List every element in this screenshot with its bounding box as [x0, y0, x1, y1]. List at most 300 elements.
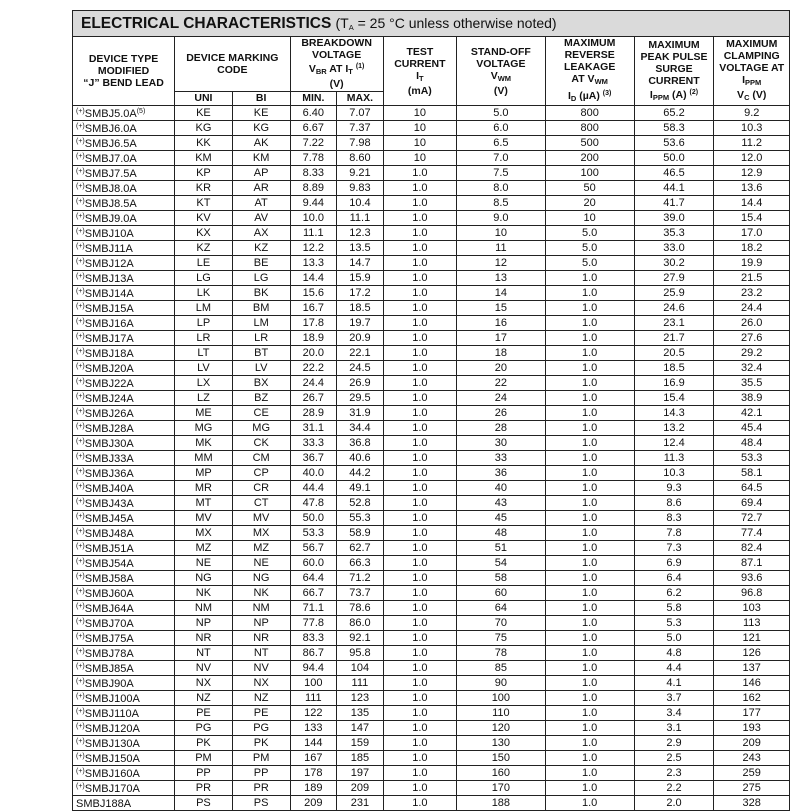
cell-device-type	[73, 736, 175, 751]
cell-vbr-max: 159	[337, 736, 384, 751]
header-max: MAX.	[337, 91, 384, 105]
device-prefix-note: (+)	[76, 168, 85, 175]
table-row	[73, 121, 790, 136]
device-prefix-note: (+)	[76, 273, 85, 280]
cell-bi-code: PE	[232, 706, 290, 721]
device-prefix-note: (+)	[76, 543, 85, 550]
table-row	[73, 541, 790, 556]
cell-reverse-leakage: 1.0	[545, 301, 634, 316]
device-name: SMBJ60A	[84, 588, 134, 600]
table-row	[73, 586, 790, 601]
cell-uni-code: PS	[175, 796, 233, 811]
cell-vbr-min: 17.8	[290, 316, 337, 331]
cell-peak-pulse-current: 8.3	[634, 511, 714, 526]
cell-clamping-voltage: 209	[714, 736, 790, 751]
cell-uni-code: LZ	[175, 391, 233, 406]
cell-test-current: 1.0	[383, 346, 456, 361]
device-prefix-note: (+)	[76, 588, 85, 595]
cell-reverse-leakage: 5.0	[545, 226, 634, 241]
cell-device-type	[73, 151, 175, 166]
cell-reverse-leakage: 10	[545, 211, 634, 226]
cell-reverse-leakage: 1.0	[545, 796, 634, 811]
cell-clamping-voltage: 58.1	[714, 466, 790, 481]
device-name: SMBJ78A	[84, 648, 134, 660]
table-row	[73, 526, 790, 541]
cell-clamping-voltage: 93.6	[714, 571, 790, 586]
device-name: SMBJ30A	[84, 438, 134, 450]
cell-vbr-max: 209	[337, 781, 384, 796]
cell-vbr-max: 71.2	[337, 571, 384, 586]
cell-test-current: 1.0	[383, 691, 456, 706]
cell-clamping-voltage: 96.8	[714, 586, 790, 601]
cell-vbr-max: 9.83	[337, 181, 384, 196]
cell-vbr-min: 44.4	[290, 481, 337, 496]
device-name: SMBJ8.5A	[84, 198, 137, 210]
device-name: SMBJ58A	[84, 573, 134, 585]
cell-vbr-min: 56.7	[290, 541, 337, 556]
cell-reverse-leakage: 1.0	[545, 706, 634, 721]
cell-uni-code: MG	[175, 421, 233, 436]
cell-test-current: 1.0	[383, 781, 456, 796]
cell-peak-pulse-current: 2.9	[634, 736, 714, 751]
device-prefix-note: (+)	[76, 378, 85, 385]
device-prefix-note: (+)	[76, 408, 85, 415]
cell-device-type	[73, 646, 175, 661]
cell-peak-pulse-current: 16.9	[634, 376, 714, 391]
cell-test-current: 1.0	[383, 616, 456, 631]
cell-device-type	[73, 496, 175, 511]
cell-peak-pulse-current: 5.8	[634, 601, 714, 616]
cell-bi-code: CR	[232, 481, 290, 496]
table-row	[73, 286, 790, 301]
cell-uni-code: NK	[175, 586, 233, 601]
cell-device-type	[73, 661, 175, 676]
cell-uni-code: NR	[175, 631, 233, 646]
cell-peak-pulse-current: 33.0	[634, 241, 714, 256]
cell-reverse-leakage: 50	[545, 181, 634, 196]
cell-peak-pulse-current: 6.9	[634, 556, 714, 571]
cell-device-type	[73, 631, 175, 646]
device-prefix-note: (+)	[76, 243, 85, 250]
cell-uni-code: LM	[175, 301, 233, 316]
cell-vbr-max: 73.7	[337, 586, 384, 601]
cell-test-current: 1.0	[383, 511, 456, 526]
cell-bi-code: PG	[232, 721, 290, 736]
cell-standoff-voltage: 20	[456, 361, 545, 376]
cell-standoff-voltage: 150	[456, 751, 545, 766]
cell-clamping-voltage: 26.0	[714, 316, 790, 331]
cell-vbr-max: 18.5	[337, 301, 384, 316]
electrical-characteristics-section	[72, 10, 790, 811]
cell-peak-pulse-current: 25.9	[634, 286, 714, 301]
cell-bi-code: CE	[232, 406, 290, 421]
cell-bi-code: AP	[232, 166, 290, 181]
cell-peak-pulse-current: 4.8	[634, 646, 714, 661]
header-bi: BI	[232, 91, 290, 105]
cell-vbr-min: 7.22	[290, 136, 337, 151]
cell-uni-code: MP	[175, 466, 233, 481]
cell-vbr-max: 12.3	[337, 226, 384, 241]
cell-test-current: 1.0	[383, 646, 456, 661]
cell-clamping-voltage: 177	[714, 706, 790, 721]
cell-standoff-voltage: 22	[456, 376, 545, 391]
cell-device-type	[73, 106, 175, 121]
table-row	[73, 646, 790, 661]
cell-reverse-leakage: 1.0	[545, 721, 634, 736]
cell-device-type	[73, 211, 175, 226]
cell-peak-pulse-current: 27.9	[634, 271, 714, 286]
cell-clamping-voltage: 275	[714, 781, 790, 796]
cell-vbr-min: 53.3	[290, 526, 337, 541]
cell-clamping-voltage: 113	[714, 616, 790, 631]
cell-device-type	[73, 481, 175, 496]
table-row	[73, 616, 790, 631]
cell-peak-pulse-current: 2.5	[634, 751, 714, 766]
table-row	[73, 151, 790, 166]
cell-clamping-voltage: 24.4	[714, 301, 790, 316]
device-prefix-note: (+)	[76, 438, 85, 445]
cell-vbr-max: 22.1	[337, 346, 384, 361]
condition-rest: = 25 °C unless otherwise noted)	[353, 15, 557, 31]
cell-vbr-max: 7.07	[337, 106, 384, 121]
cell-clamping-voltage: 17.0	[714, 226, 790, 241]
cell-bi-code: NP	[232, 616, 290, 631]
header-marking-code: DEVICE MARKING CODE	[175, 37, 290, 92]
cell-device-type	[73, 121, 175, 136]
cell-standoff-voltage: 130	[456, 736, 545, 751]
cell-test-current: 1.0	[383, 601, 456, 616]
cell-bi-code: LG	[232, 271, 290, 286]
cell-uni-code: KT	[175, 196, 233, 211]
cell-bi-code: AR	[232, 181, 290, 196]
table-row	[73, 256, 790, 271]
cell-vbr-max: 9.21	[337, 166, 384, 181]
cell-reverse-leakage: 1.0	[545, 586, 634, 601]
cell-standoff-voltage: 188	[456, 796, 545, 811]
cell-bi-code: PK	[232, 736, 290, 751]
device-name: SMBJ85A	[84, 663, 134, 675]
device-name: SMBJ18A	[84, 348, 134, 360]
cell-peak-pulse-current: 50.0	[634, 151, 714, 166]
cell-vbr-min: 209	[290, 796, 337, 811]
cell-reverse-leakage: 1.0	[545, 676, 634, 691]
table-row	[73, 226, 790, 241]
cell-peak-pulse-current: 3.7	[634, 691, 714, 706]
cell-peak-pulse-current: 2.0	[634, 796, 714, 811]
cell-vbr-min: 20.0	[290, 346, 337, 361]
cell-test-current: 10	[383, 121, 456, 136]
table-row	[73, 466, 790, 481]
cell-vbr-min: 47.8	[290, 496, 337, 511]
cell-uni-code: PK	[175, 736, 233, 751]
cell-vbr-min: 8.33	[290, 166, 337, 181]
device-name: SMBJ33A	[84, 453, 134, 465]
device-name: SMBJ48A	[84, 528, 134, 540]
cell-uni-code: LR	[175, 331, 233, 346]
cell-test-current: 1.0	[383, 181, 456, 196]
condition-prefix: (T	[335, 15, 349, 31]
table-row	[73, 691, 790, 706]
cell-test-current: 1.0	[383, 586, 456, 601]
device-name: SMBJ90A	[84, 678, 134, 690]
cell-clamping-voltage: 87.1	[714, 556, 790, 571]
cell-uni-code: PP	[175, 766, 233, 781]
cell-standoff-voltage: 100	[456, 691, 545, 706]
cell-reverse-leakage: 1.0	[545, 361, 634, 376]
device-name: SMBJ10A	[84, 228, 134, 240]
device-prefix-note: (+)	[76, 318, 85, 325]
device-name: SMBJ24A	[84, 393, 134, 405]
cell-test-current: 1.0	[383, 361, 456, 376]
cell-clamping-voltage: 13.6	[714, 181, 790, 196]
cell-standoff-voltage: 70	[456, 616, 545, 631]
cell-clamping-voltage: 82.4	[714, 541, 790, 556]
test-conditions	[335, 15, 556, 31]
device-prefix-note: (+)	[76, 618, 85, 625]
cell-uni-code: NG	[175, 571, 233, 586]
cell-standoff-voltage: 45	[456, 511, 545, 526]
cell-standoff-voltage: 28	[456, 421, 545, 436]
cell-test-current: 1.0	[383, 256, 456, 271]
cell-vbr-max: 14.7	[337, 256, 384, 271]
cell-vbr-min: 66.7	[290, 586, 337, 601]
cell-test-current: 1.0	[383, 676, 456, 691]
cell-bi-code: KE	[232, 106, 290, 121]
cell-standoff-voltage: 58	[456, 571, 545, 586]
cell-vbr-min: 167	[290, 751, 337, 766]
cell-test-current: 1.0	[383, 736, 456, 751]
table-row	[73, 106, 790, 121]
cell-bi-code: NV	[232, 661, 290, 676]
cell-bi-code: MX	[232, 526, 290, 541]
cell-vbr-min: 111	[290, 691, 337, 706]
cell-reverse-leakage: 1.0	[545, 616, 634, 631]
table-row	[73, 481, 790, 496]
cell-peak-pulse-current: 8.6	[634, 496, 714, 511]
cell-vbr-max: 31.9	[337, 406, 384, 421]
cell-reverse-leakage: 1.0	[545, 601, 634, 616]
cell-device-type	[73, 376, 175, 391]
cell-vbr-max: 95.8	[337, 646, 384, 661]
cell-vbr-min: 15.6	[290, 286, 337, 301]
cell-vbr-max: 78.6	[337, 601, 384, 616]
cell-vbr-max: 135	[337, 706, 384, 721]
cell-clamping-voltage: 38.9	[714, 391, 790, 406]
device-prefix-note: (+)	[76, 303, 85, 310]
device-name: SMBJ20A	[84, 363, 134, 375]
cell-standoff-voltage: 110	[456, 706, 545, 721]
cell-test-current: 1.0	[383, 436, 456, 451]
table-row	[73, 136, 790, 151]
cell-clamping-voltage: 10.3	[714, 121, 790, 136]
cell-standoff-voltage: 90	[456, 676, 545, 691]
cell-clamping-voltage: 15.4	[714, 211, 790, 226]
cell-clamping-voltage: 11.2	[714, 136, 790, 151]
cell-standoff-voltage: 7.5	[456, 166, 545, 181]
cell-peak-pulse-current: 21.7	[634, 331, 714, 346]
cell-clamping-voltage: 48.4	[714, 436, 790, 451]
cell-test-current: 1.0	[383, 286, 456, 301]
cell-standoff-voltage: 43	[456, 496, 545, 511]
cell-bi-code: MG	[232, 421, 290, 436]
table-row	[73, 331, 790, 346]
cell-uni-code: NM	[175, 601, 233, 616]
cell-vbr-min: 8.89	[290, 181, 337, 196]
cell-standoff-voltage: 24	[456, 391, 545, 406]
cell-device-type	[73, 541, 175, 556]
device-prefix-note: (+)	[76, 513, 85, 520]
device-prefix-note: (+)	[76, 573, 85, 580]
table-row	[73, 766, 790, 781]
section-title: ELECTRICAL CHARACTERISTICS	[81, 15, 332, 32]
cell-vbr-min: 71.1	[290, 601, 337, 616]
table-row	[73, 406, 790, 421]
cell-bi-code: NK	[232, 586, 290, 601]
cell-bi-code: AT	[232, 196, 290, 211]
device-prefix-note: (+)	[76, 738, 85, 745]
table-row	[73, 781, 790, 796]
cell-standoff-voltage: 120	[456, 721, 545, 736]
header-breakdown-voltage: BREAKDOWN VOLTAGE $V_{BR}$ AT $I_T$ $^{(1)}$ (V)	[290, 37, 383, 92]
cell-vbr-min: 83.3	[290, 631, 337, 646]
cell-vbr-max: 36.8	[337, 436, 384, 451]
cell-reverse-leakage: 1.0	[545, 421, 634, 436]
device-prefix-note: (+)	[76, 453, 85, 460]
cell-uni-code: NX	[175, 676, 233, 691]
cell-bi-code: AK	[232, 136, 290, 151]
cell-bi-code: CM	[232, 451, 290, 466]
cell-vbr-max: 7.98	[337, 136, 384, 151]
cell-uni-code: NT	[175, 646, 233, 661]
cell-reverse-leakage: 1.0	[545, 331, 634, 346]
table-row	[73, 571, 790, 586]
device-name: SMBJ7.5A	[84, 168, 137, 180]
cell-reverse-leakage: 1.0	[545, 271, 634, 286]
cell-test-current: 1.0	[383, 706, 456, 721]
cell-test-current: 1.0	[383, 301, 456, 316]
cell-standoff-voltage: 33	[456, 451, 545, 466]
table-row	[73, 181, 790, 196]
cell-reverse-leakage: 1.0	[545, 451, 634, 466]
device-name: SMBJ26A	[84, 408, 134, 420]
cell-standoff-voltage: 85	[456, 661, 545, 676]
header-min: MIN.	[290, 91, 337, 105]
cell-test-current: 1.0	[383, 526, 456, 541]
cell-bi-code: BK	[232, 286, 290, 301]
cell-clamping-voltage: 19.9	[714, 256, 790, 271]
cell-uni-code: MK	[175, 436, 233, 451]
table-row	[73, 271, 790, 286]
cell-clamping-voltage: 126	[714, 646, 790, 661]
device-name: SMBJ54A	[84, 558, 134, 570]
device-name: SMBJ170A	[84, 783, 140, 795]
cell-vbr-min: 33.3	[290, 436, 337, 451]
device-prefix-note: (+)	[76, 783, 85, 790]
cell-vbr-max: 104	[337, 661, 384, 676]
cell-peak-pulse-current: 6.4	[634, 571, 714, 586]
cell-uni-code: KG	[175, 121, 233, 136]
table-row	[73, 361, 790, 376]
cell-device-type	[73, 796, 175, 811]
cell-test-current: 1.0	[383, 721, 456, 736]
cell-standoff-voltage: 48	[456, 526, 545, 541]
cell-bi-code: AV	[232, 211, 290, 226]
cell-test-current: 10	[383, 106, 456, 121]
cell-uni-code: LT	[175, 346, 233, 361]
cell-vbr-max: 111	[337, 676, 384, 691]
cell-peak-pulse-current: 6.2	[634, 586, 714, 601]
cell-vbr-min: 31.1	[290, 421, 337, 436]
cell-vbr-min: 40.0	[290, 466, 337, 481]
cell-vbr-min: 18.9	[290, 331, 337, 346]
cell-uni-code: KZ	[175, 241, 233, 256]
cell-device-type	[73, 406, 175, 421]
cell-clamping-voltage: 27.6	[714, 331, 790, 346]
cell-standoff-voltage: 18	[456, 346, 545, 361]
header-row-main	[73, 37, 790, 92]
cell-peak-pulse-current: 5.3	[634, 616, 714, 631]
cell-vbr-min: 50.0	[290, 511, 337, 526]
cell-vbr-max: 7.37	[337, 121, 384, 136]
cell-uni-code: LE	[175, 256, 233, 271]
cell-peak-pulse-current: 23.1	[634, 316, 714, 331]
cell-test-current: 1.0	[383, 541, 456, 556]
cell-uni-code: LK	[175, 286, 233, 301]
cell-reverse-leakage: 200	[545, 151, 634, 166]
cell-peak-pulse-current: 53.6	[634, 136, 714, 151]
cell-device-type	[73, 196, 175, 211]
cell-standoff-voltage: 12	[456, 256, 545, 271]
cell-peak-pulse-current: 30.2	[634, 256, 714, 271]
cell-reverse-leakage: 20	[545, 196, 634, 211]
cell-device-type	[73, 331, 175, 346]
table-row	[73, 436, 790, 451]
cell-device-type	[73, 316, 175, 331]
cell-clamping-voltage: 53.3	[714, 451, 790, 466]
table-body	[73, 106, 790, 811]
device-prefix-note: (+)	[76, 558, 85, 565]
cell-uni-code: LG	[175, 271, 233, 286]
cell-peak-pulse-current: 15.4	[634, 391, 714, 406]
cell-standoff-voltage: 9.0	[456, 211, 545, 226]
cell-test-current: 1.0	[383, 571, 456, 586]
cell-reverse-leakage: 100	[545, 166, 634, 181]
cell-vbr-max: 44.2	[337, 466, 384, 481]
cell-uni-code: NZ	[175, 691, 233, 706]
cell-standoff-voltage: 17	[456, 331, 545, 346]
cell-vbr-min: 77.8	[290, 616, 337, 631]
cell-peak-pulse-current: 7.8	[634, 526, 714, 541]
cell-vbr-min: 122	[290, 706, 337, 721]
cell-bi-code: PP	[232, 766, 290, 781]
cell-uni-code: KM	[175, 151, 233, 166]
cell-bi-code: BX	[232, 376, 290, 391]
cell-uni-code: MZ	[175, 541, 233, 556]
cell-device-type	[73, 766, 175, 781]
cell-bi-code: AX	[232, 226, 290, 241]
cell-device-type	[73, 361, 175, 376]
cell-reverse-leakage: 500	[545, 136, 634, 151]
cell-bi-code: NT	[232, 646, 290, 661]
cell-device-type	[73, 226, 175, 241]
device-name: SMBJ6.0A	[84, 123, 137, 135]
cell-uni-code: KP	[175, 166, 233, 181]
cell-device-type	[73, 271, 175, 286]
cell-uni-code: MM	[175, 451, 233, 466]
cell-device-type	[73, 466, 175, 481]
cell-vbr-max: 52.8	[337, 496, 384, 511]
cell-clamping-voltage: 42.1	[714, 406, 790, 421]
